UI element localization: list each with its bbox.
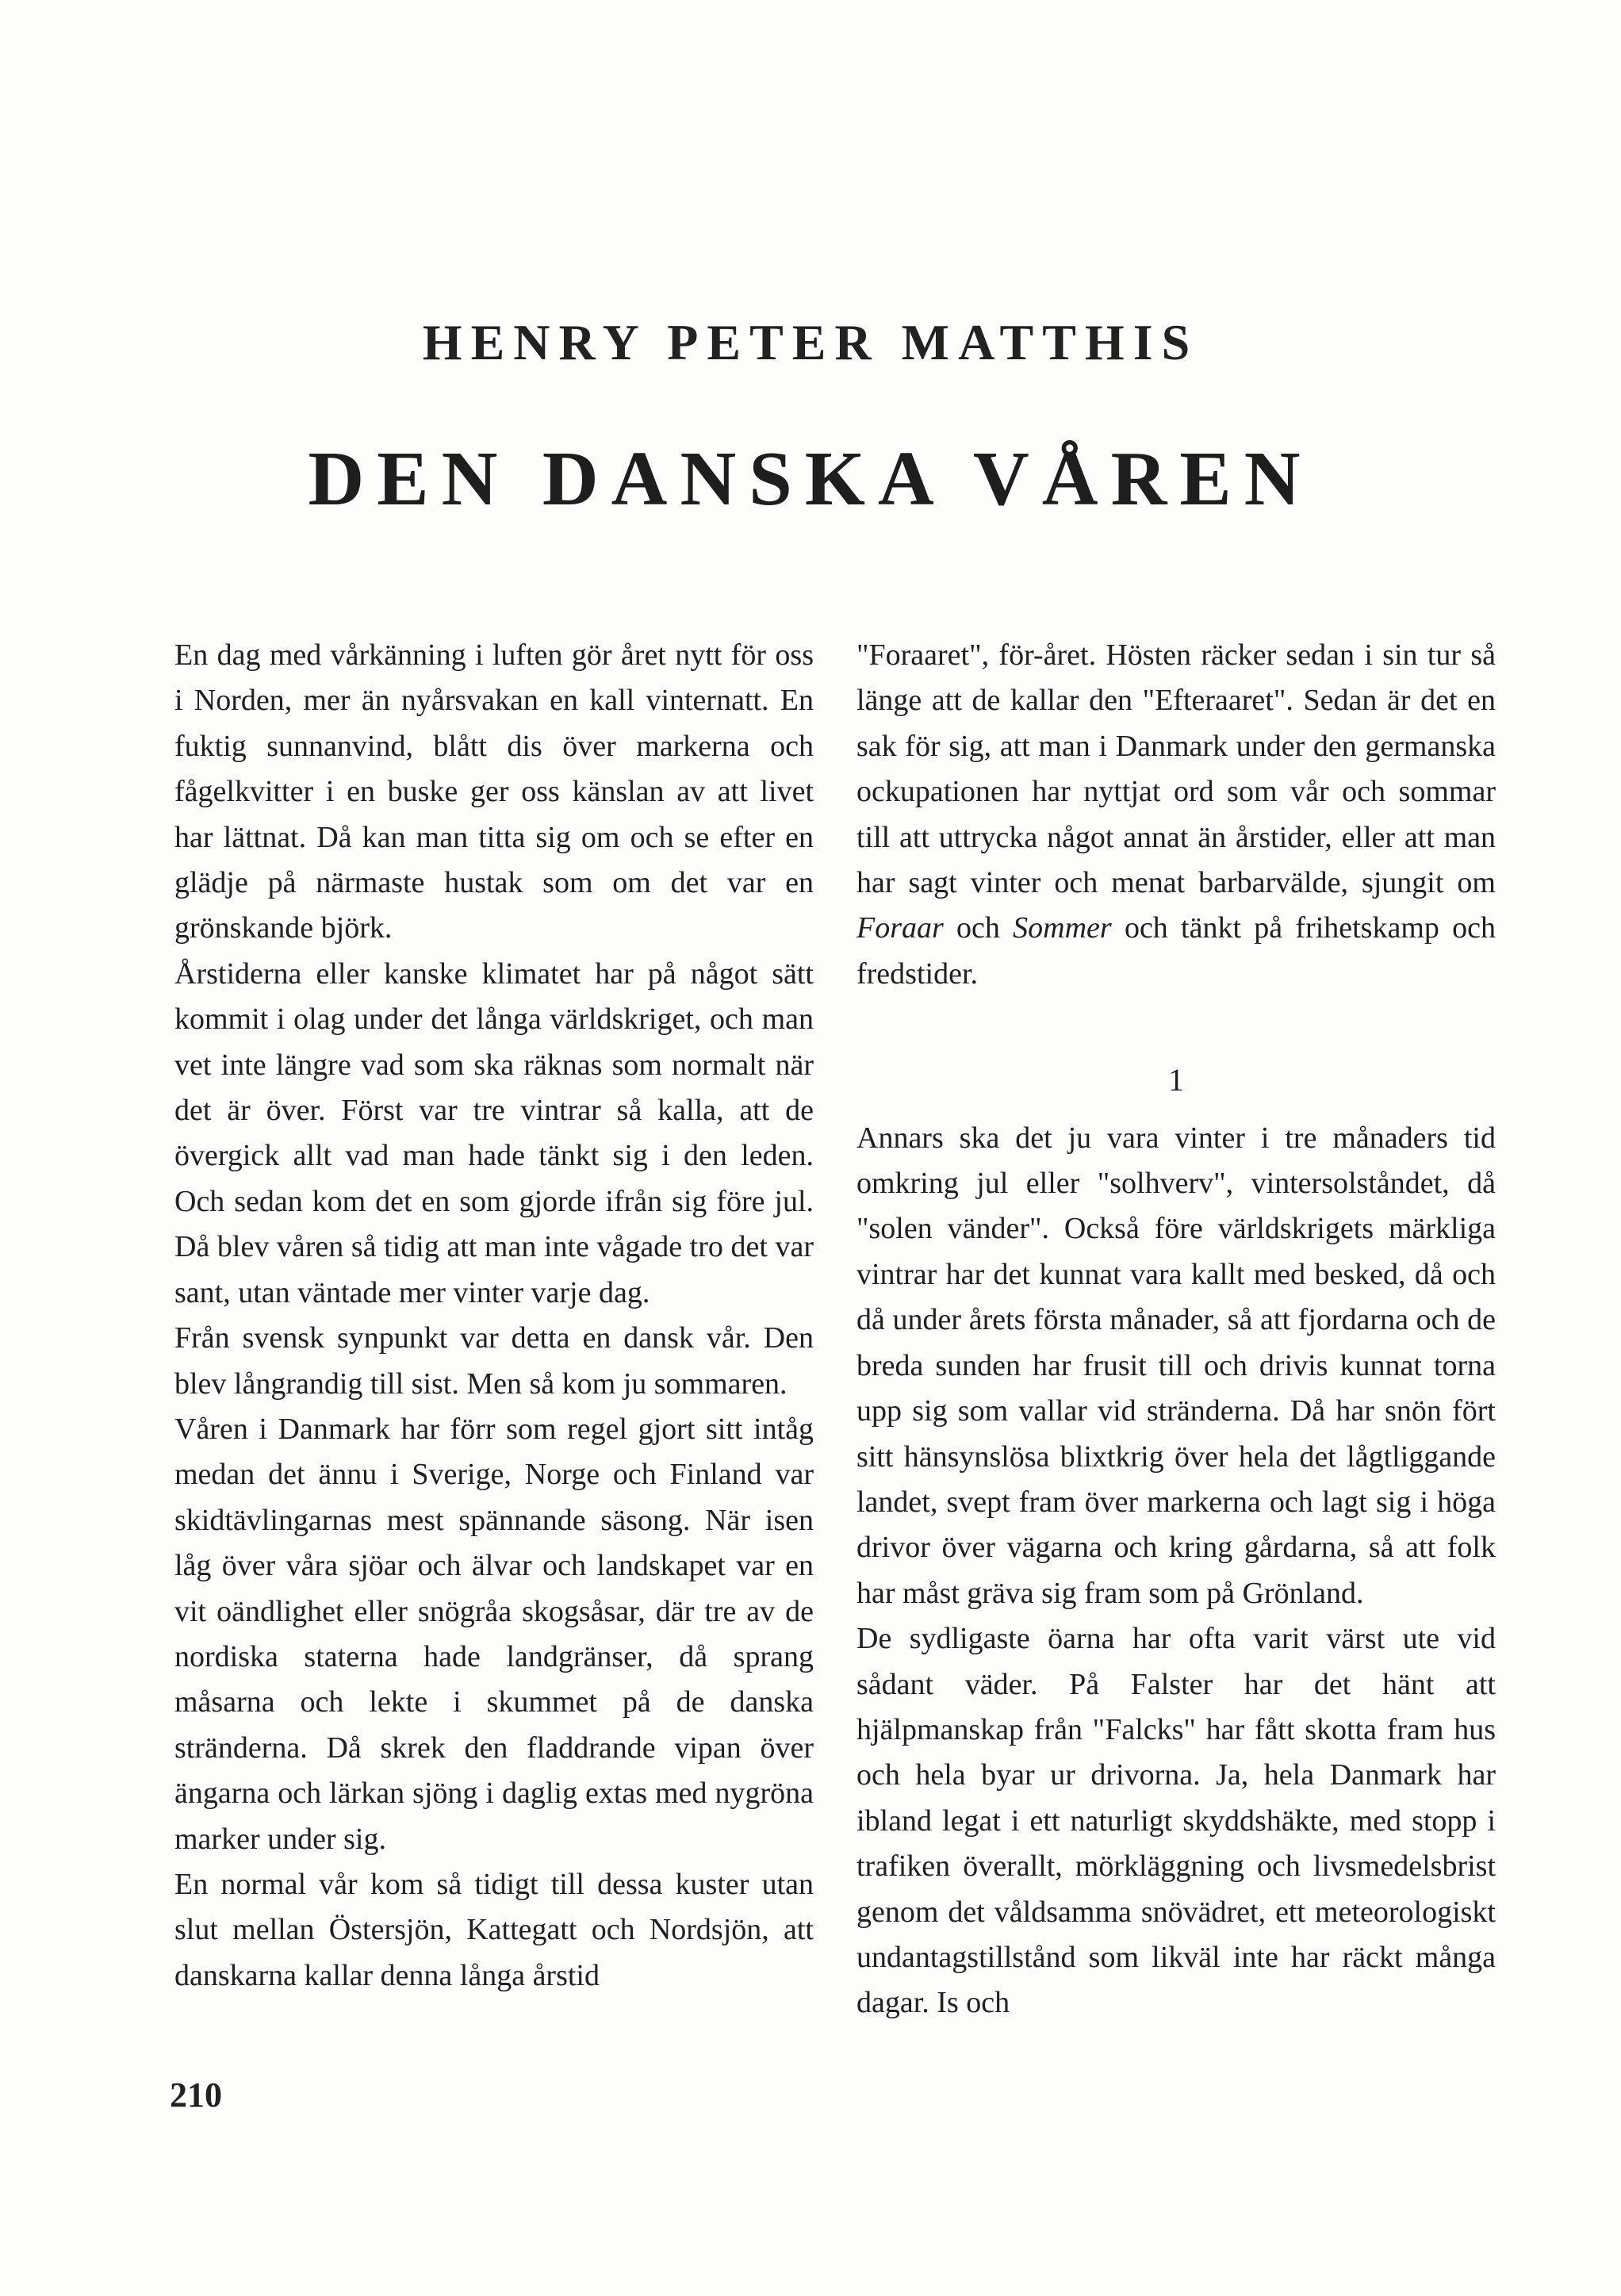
paragraph: Annars ska det ju vara vinter i tre månaders tid omkring jul eller "solhverv", vintersolståndet, då "solen vänder". Också före världskrigets märkliga vintrar har det kunnat vara kallt med besked, då och då under årets första månader, så att fjordarna och de breda sunden har frusit till och drivis kunnat torna upp sig som vallar vid stränderna. Då har snön fört sitt hänsynslösa blixtkrig över hela det lågtliggande landet, svept fram över markerna och lagt sig i höga drivor över vägarna och kring gårdarna, så att folk har måst gräva sig fram som på Grönland. <box>856 1121 1496 1610</box>
paragraph-text: "Foraaret", för-året. Hösten räcker sedan i sin tur så länge att de kallar den "Efteraaret". Sedan är det en sak för sig, att man i Danmark under den germanska ockupationen har nyttjat ord som vår och sommar till att uttrycka något annat än årstider, eller att man har sagt vinter och menat barbarvälde, sjungit om <box>856 638 1496 900</box>
paragraph: Från svensk synpunkt var detta en dansk vår. Den blev långrandig till sist. Men så kom ju sommaren. <box>174 1321 814 1401</box>
article-title: DEN DANSKA VÅREN <box>308 436 1313 522</box>
left-text-column <box>174 633 814 1999</box>
paragraph: Våren i Danmark har förr som regel gjort sitt intåg medan det ännu i Sverige, Norge och Finland var skidtävlingarnas mest spännande säsong. När isen låg över våra sjöar och älvar och landskapet var en vit oändlighet eller snögråa skogsåsar, där tre av de nordiska staterna hade landgränser, då sprang måsarna och lekte i skummet på de danska stränderna. Då skrek den fladdrande vipan över ängarna och lärkan sjöng i daglig extas med nygröna marker under sig. <box>174 1412 814 1856</box>
section-number: 1 <box>1168 1062 1184 1098</box>
author-name: HENRY PETER MATTHIS <box>422 314 1199 370</box>
right-text-column <box>856 633 1496 2026</box>
paragraph: En dag med vårkänning i luften gör året nytt för oss i Norden, mer än nyårsvakan en kall vinternatt. En fuktig sunnanvind, blått dis över markerna och fågelkvitter i en buske ger oss känslan av att livet har lättnat. Då kan man titta sig om och se efter en glädje på närmaste hustak som om det var en grönskande björk. <box>174 638 814 945</box>
intro-paragraph <box>856 633 1496 997</box>
paragraph: De sydligaste öarna har ofta varit värst ute vid sådant väder. På Falster har det hänt att hjälpmanskap från "Falcks" har fått skotta fram hus och hela byar ur drivorna. Ja, hela Danmark har ibland legat i ett naturligt skyddshäkte, med stopp i trafiken överallt, mörkläggning och livsmedelsbrist genom det våldsamma snövädret, ett meteorologiskt undantagstillstånd som likväl inte har räckt många dagar. Is och <box>856 1622 1496 2020</box>
paragraph: En normal vår kom så tidigt till dessa kuster utan slut mellan Östersjön, Kattegatt och Nordsjön, att danskarna kallar denna långa årstid <box>174 1867 814 1992</box>
italic-word: Foraar <box>856 911 944 945</box>
paragraph-text: och tänkt på frihetskamp och fredstider. <box>856 911 1496 991</box>
italic-word: Sommer <box>1013 911 1112 945</box>
paragraph-text: och <box>943 911 1014 945</box>
page-number: 210 <box>170 2076 222 2114</box>
paragraph: Årstiderna eller kanske klimatet har på något sätt kommit i olag under det långa världskriget, och man vet inte längre vad som ska räknas som normalt när det är över. Först var tre vintrar så kalla, att de övergick allt vad man hade tänkt sig i den leden. Och sedan kom det en som gjorde ifrån sig före jul. Då blev våren så tidig att man inte vågade tro det var sant, utan väntade mer vinter varje dag. <box>174 956 814 1309</box>
